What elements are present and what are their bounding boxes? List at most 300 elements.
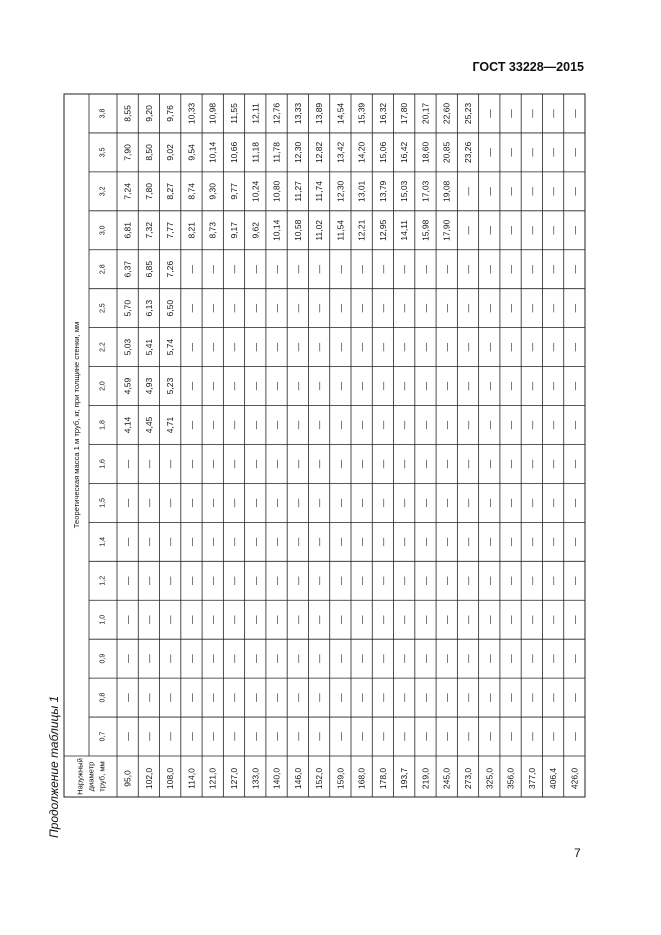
mass-cell: 10,14 <box>207 141 218 164</box>
diameter-cell: 193,7 <box>399 767 410 790</box>
mass-cell: 23,26 <box>463 141 473 164</box>
mass-cell: 12,11 <box>250 103 261 124</box>
mass-cell: — <box>186 732 197 741</box>
mass-cell: — <box>526 459 537 469</box>
mass-cell: 8,74 <box>186 183 197 200</box>
diameter-header-line: Наружный <box>75 758 85 795</box>
mass-cell: — <box>314 264 325 274</box>
mass-cell: — <box>377 264 388 274</box>
mass-cell: 12,95 <box>377 219 388 241</box>
mass-cell: — <box>463 187 473 196</box>
mass-cell: — <box>207 459 218 469</box>
mass-cell: — <box>356 576 367 586</box>
document-id: ГОСТ 33228—2015 <box>472 60 584 74</box>
mass-cell: 5,41 <box>143 338 154 356</box>
mass-cell: 11,27 <box>292 181 303 202</box>
mass-cell: — <box>399 654 410 663</box>
mass-cell: — <box>377 693 388 702</box>
mass-cell: — <box>569 576 580 586</box>
mass-cell: — <box>441 732 452 741</box>
mass-cell: 15,98 <box>420 219 431 241</box>
mass-cell: — <box>526 498 537 508</box>
mass-cell: — <box>484 654 495 663</box>
mass-cell: — <box>505 693 516 702</box>
mass-cell: — <box>356 303 367 313</box>
mass-cell: — <box>250 498 261 508</box>
mass-cell: — <box>186 537 197 547</box>
mass-cell: 9,02 <box>165 144 176 161</box>
mass-cell: — <box>441 264 452 274</box>
diameter-cell: 406,4 <box>548 767 559 790</box>
mass-cell: — <box>356 381 367 391</box>
mass-cell: 9,62 <box>250 222 261 239</box>
diameter-cell: 219,0 <box>420 767 431 790</box>
mass-cell: — <box>399 693 410 702</box>
mass-cell: 4,45 <box>143 416 154 434</box>
page-number: 7 <box>574 846 581 860</box>
mass-cell: — <box>314 732 325 741</box>
mass-cell: — <box>526 693 537 702</box>
mass-cell: — <box>165 654 176 663</box>
mass-cell: — <box>399 537 410 547</box>
mass-cell: — <box>271 342 282 352</box>
mass-cell: — <box>335 537 346 547</box>
mass-cell: — <box>399 615 410 624</box>
mass-cell: 10,58 <box>292 219 303 241</box>
mass-cell: 7,26 <box>165 260 176 278</box>
mass-cell: — <box>441 537 452 547</box>
mass-cell: — <box>165 693 176 702</box>
mass-cell: — <box>505 732 516 741</box>
mass-cell: 11,78 <box>271 142 282 163</box>
mass-cell: — <box>377 654 388 663</box>
mass-cell: — <box>463 498 473 508</box>
thickness-header: 2,8 <box>99 264 107 275</box>
mass-cell: — <box>377 732 388 741</box>
table-frame <box>64 94 585 797</box>
mass-cell: — <box>484 732 495 741</box>
mass-cell: 9,17 <box>229 222 239 239</box>
mass-cell: — <box>484 148 495 157</box>
mass-cell: — <box>484 498 495 508</box>
mass-cell: 22,60 <box>441 102 452 125</box>
mass-cell: 7,90 <box>122 144 133 161</box>
mass-cell: 17,90 <box>441 219 452 241</box>
mass-cell: — <box>186 303 197 313</box>
diameter-cell: 159,0 <box>335 767 346 790</box>
mass-cell: — <box>186 654 197 663</box>
diameter-cell: 146,0 <box>292 767 303 790</box>
diameter-header-line: диаметр <box>86 761 96 792</box>
mass-cell: — <box>569 342 580 352</box>
mass-cell: — <box>292 693 303 702</box>
mass-cell: 25,23 <box>463 102 473 125</box>
mass-cell: — <box>356 732 367 741</box>
table-continuation-caption: Продолжение таблицы 1 <box>47 695 61 838</box>
mass-cell: — <box>399 420 410 430</box>
mass-cell: — <box>250 732 261 741</box>
mass-cell: — <box>484 342 495 352</box>
mass-cell: 13,89 <box>314 102 325 125</box>
thickness-header: 1,0 <box>99 614 107 625</box>
mass-cell: — <box>335 615 346 624</box>
mass-cell: — <box>250 615 261 624</box>
mass-cell: — <box>441 303 452 313</box>
mass-cell: — <box>271 576 282 586</box>
mass-cell: — <box>463 381 473 391</box>
mass-cell: — <box>207 654 218 663</box>
mass-cell: — <box>356 654 367 663</box>
mass-cell: — <box>420 420 431 430</box>
mass-cell: — <box>548 459 559 469</box>
mass-cell: 15,39 <box>356 102 367 125</box>
mass-cell: — <box>569 654 580 663</box>
mass-cell: — <box>122 576 133 586</box>
mass-cell: — <box>143 654 154 663</box>
mass-cell: — <box>271 498 282 508</box>
mass-cell: 10,33 <box>186 102 197 125</box>
mass-cell: — <box>165 576 176 586</box>
mass-cell: — <box>356 342 367 352</box>
mass-cell: — <box>420 459 431 469</box>
mass-cell: — <box>569 148 580 157</box>
mass-cell: 10,98 <box>207 102 218 125</box>
thickness-header: 3,0 <box>99 225 107 236</box>
thickness-header: 1,4 <box>99 536 107 547</box>
mass-cell: — <box>250 381 261 391</box>
mass-cell: 9,30 <box>207 183 218 200</box>
diameter-cell: 152,0 <box>314 767 325 790</box>
mass-cell: — <box>484 459 495 469</box>
mass-cell: — <box>207 498 218 508</box>
mass-cell: — <box>505 576 516 586</box>
mass-cell: — <box>526 537 537 547</box>
mass-cell: 20,85 <box>441 141 452 164</box>
mass-cell: — <box>122 732 133 741</box>
mass-cell: — <box>314 459 325 469</box>
mass-cell: 12,21 <box>356 219 367 241</box>
mass-cell: — <box>271 654 282 663</box>
mass-cell: — <box>186 381 197 391</box>
thickness-header: 1,5 <box>99 498 107 508</box>
mass-cell: — <box>484 615 495 624</box>
mass-cell: — <box>420 693 431 702</box>
mass-cell: — <box>250 654 261 663</box>
mass-cell: 17,80 <box>399 102 410 125</box>
mass-cell: 12,82 <box>314 141 325 164</box>
diameter-cell: 178,0 <box>377 767 388 790</box>
mass-cell: — <box>335 732 346 741</box>
mass-cell: 5,23 <box>165 377 176 395</box>
mass-cell: — <box>441 420 452 430</box>
mass-cell: 16,32 <box>377 102 388 125</box>
mass-cell: — <box>569 693 580 702</box>
mass-cell: — <box>569 732 580 741</box>
mass-cell: — <box>548 654 559 663</box>
mass-cell: 10,80 <box>271 180 282 202</box>
thickness-header: 3,5 <box>99 147 107 158</box>
mass-cell: — <box>505 615 516 624</box>
mass-cell: — <box>463 420 473 430</box>
mass-cell: — <box>526 303 537 313</box>
mass-cell: — <box>463 264 473 274</box>
mass-cell: — <box>526 109 537 118</box>
mass-cell: — <box>314 342 325 352</box>
mass-cell: — <box>505 459 516 469</box>
mass-cell: — <box>229 615 239 624</box>
diameter-cell: 102,0 <box>143 767 154 790</box>
thickness-header: 2,2 <box>99 342 107 352</box>
mass-cell: — <box>250 576 261 586</box>
mass-cell: — <box>377 459 388 469</box>
mass-cell: — <box>484 693 495 702</box>
mass-cell: — <box>463 342 473 352</box>
mass-cell: — <box>420 264 431 274</box>
mass-header: Теоретическая масса 1 м труб, кг, при толщине стенки, мм <box>72 321 81 529</box>
mass-cell: — <box>356 420 367 430</box>
mass-cell: — <box>143 498 154 508</box>
mass-cell: — <box>229 342 239 352</box>
mass-cell: — <box>250 459 261 469</box>
mass-cell: — <box>122 693 133 702</box>
mass-cell: — <box>271 459 282 469</box>
mass-cell: — <box>420 342 431 352</box>
mass-cell: — <box>186 615 197 624</box>
mass-cell: — <box>250 342 261 352</box>
mass-cell: — <box>526 420 537 430</box>
diameter-cell: 377,0 <box>526 767 537 790</box>
mass-cell: 11,55 <box>229 103 239 124</box>
mass-cell: — <box>463 537 473 547</box>
mass-cell: 11,54 <box>335 219 346 241</box>
mass-cell: — <box>484 187 495 196</box>
mass-cell: — <box>186 264 197 274</box>
mass-cell: 7,24 <box>122 183 133 200</box>
mass-cell: — <box>143 693 154 702</box>
mass-cell: 16,42 <box>399 141 410 164</box>
mass-cell: — <box>229 576 239 586</box>
mass-cell: — <box>505 654 516 663</box>
thickness-header: 2,0 <box>99 381 107 391</box>
mass-cell: — <box>505 537 516 547</box>
mass-cell: — <box>314 615 325 624</box>
mass-cell: 13,33 <box>292 102 303 125</box>
mass-cell: 9,54 <box>186 144 197 161</box>
diameter-cell: 426,0 <box>569 767 580 790</box>
thickness-header: 0,7 <box>99 731 107 742</box>
mass-cell: — <box>292 342 303 352</box>
mass-cell: 8,50 <box>143 144 154 161</box>
thickness-header: 1,6 <box>99 459 107 469</box>
mass-cell: — <box>335 459 346 469</box>
mass-cell: — <box>505 342 516 352</box>
mass-cell: — <box>229 420 239 430</box>
mass-cell: — <box>335 420 346 430</box>
mass-cell: — <box>335 264 346 274</box>
mass-cell: — <box>250 537 261 547</box>
mass-cell: — <box>271 537 282 547</box>
mass-cell: — <box>207 732 218 741</box>
mass-cell: — <box>505 303 516 313</box>
mass-cell: — <box>569 187 580 196</box>
mass-cell: — <box>292 732 303 741</box>
mass-cell: — <box>569 226 580 235</box>
mass-cell: — <box>441 615 452 624</box>
mass-cell: — <box>484 303 495 313</box>
mass-cell: — <box>335 303 346 313</box>
mass-cell: — <box>207 693 218 702</box>
thickness-header: 1,2 <box>99 575 107 586</box>
mass-cell: — <box>526 342 537 352</box>
mass-cell: — <box>250 693 261 702</box>
mass-cell: — <box>271 381 282 391</box>
mass-cell: 9,77 <box>229 183 239 200</box>
mass-cell: — <box>548 576 559 586</box>
mass-cell: — <box>548 615 559 624</box>
mass-cell: — <box>356 693 367 702</box>
mass-cell: 10,14 <box>271 219 282 241</box>
mass-cell: — <box>229 654 239 663</box>
diameter-cell: 245,0 <box>441 767 452 790</box>
mass-cell: — <box>463 576 473 586</box>
mass-cell: — <box>186 576 197 586</box>
mass-cell: — <box>292 381 303 391</box>
diameter-header-line: труб, мм <box>97 761 107 792</box>
mass-cell: — <box>186 420 197 430</box>
mass-cell: — <box>314 498 325 508</box>
mass-cell: 17,03 <box>420 180 431 202</box>
mass-cell: — <box>399 264 410 274</box>
mass-cell: — <box>292 615 303 624</box>
mass-cell: — <box>505 148 516 157</box>
mass-cell: — <box>484 109 495 118</box>
mass-cell: — <box>526 381 537 391</box>
mass-cell: — <box>505 498 516 508</box>
mass-cell: 11,02 <box>314 219 325 241</box>
diameter-cell: 356,0 <box>505 767 516 790</box>
mass-cell: 14,54 <box>335 102 346 125</box>
mass-cell: — <box>271 264 282 274</box>
mass-cell: — <box>314 537 325 547</box>
mass-cell: — <box>420 537 431 547</box>
mass-cell: — <box>548 537 559 547</box>
mass-cell: — <box>377 303 388 313</box>
mass-cell: — <box>377 615 388 624</box>
mass-cell: — <box>463 615 473 624</box>
thickness-header: 0,8 <box>99 692 107 703</box>
mass-cell: 6,85 <box>143 260 154 278</box>
diameter-cell: 127,0 <box>229 767 239 790</box>
mass-cell: — <box>207 342 218 352</box>
mass-cell: — <box>526 264 537 274</box>
mass-cell: — <box>548 693 559 702</box>
mass-cell: 5,74 <box>165 338 176 356</box>
mass-cell: — <box>569 498 580 508</box>
mass-cell: — <box>548 732 559 741</box>
mass-cell: — <box>569 109 580 118</box>
thickness-header: 3,8 <box>99 108 107 119</box>
mass-cell: — <box>399 303 410 313</box>
mass-cell: 6,81 <box>122 222 133 239</box>
mass-cell: — <box>569 420 580 430</box>
mass-cell: — <box>292 420 303 430</box>
mass-cell: — <box>548 187 559 196</box>
mass-cell: 9,20 <box>143 105 154 122</box>
mass-cell: — <box>207 537 218 547</box>
mass-cell: 13,42 <box>335 141 346 164</box>
mass-cell: — <box>463 459 473 469</box>
mass-cell: — <box>122 498 133 508</box>
mass-cell: 4,14 <box>122 416 133 434</box>
mass-cell: — <box>314 381 325 391</box>
mass-cell: — <box>186 459 197 469</box>
mass-cell: 15,03 <box>399 180 410 202</box>
mass-cell: — <box>292 459 303 469</box>
mass-cell: — <box>335 342 346 352</box>
mass-cell: 8,55 <box>122 105 133 122</box>
mass-cell: — <box>207 303 218 313</box>
mass-cell: — <box>356 615 367 624</box>
mass-cell: — <box>441 459 452 469</box>
mass-cell: — <box>569 537 580 547</box>
mass-cell: — <box>335 381 346 391</box>
mass-cell: — <box>165 459 176 469</box>
mass-cell: — <box>143 732 154 741</box>
mass-cell: 9,76 <box>165 105 176 122</box>
mass-cell: — <box>420 732 431 741</box>
mass-cell: 4,93 <box>143 377 154 395</box>
mass-cell: 8,73 <box>207 222 218 239</box>
mass-cell: 15,06 <box>377 141 388 164</box>
mass-cell: 14,20 <box>356 141 367 164</box>
mass-cell: — <box>399 498 410 508</box>
mass-cell: — <box>548 148 559 157</box>
mass-cell: 6,37 <box>122 260 133 278</box>
mass-cell: — <box>356 264 367 274</box>
mass-cell: — <box>441 576 452 586</box>
diameter-cell: 121,0 <box>207 767 218 790</box>
mass-cell: — <box>420 654 431 663</box>
mass-cell: — <box>463 654 473 663</box>
mass-cell: — <box>548 420 559 430</box>
mass-cell: — <box>526 576 537 586</box>
mass-cell: — <box>420 498 431 508</box>
mass-cell: — <box>229 693 239 702</box>
mass-cell: — <box>505 381 516 391</box>
mass-cell: — <box>292 498 303 508</box>
mass-cell: — <box>165 615 176 624</box>
mass-cell: — <box>548 498 559 508</box>
mass-cell: — <box>548 303 559 313</box>
mass-cell: — <box>377 342 388 352</box>
mass-cell: — <box>484 226 495 235</box>
mass-cell: — <box>420 576 431 586</box>
thickness-header: 3,2 <box>99 186 107 197</box>
mass-cell: — <box>505 226 516 235</box>
mass-cell: — <box>505 264 516 274</box>
mass-cell: — <box>292 264 303 274</box>
mass-cell: 4,71 <box>165 416 176 434</box>
mass-cell: — <box>165 498 176 508</box>
mass-cell: — <box>314 303 325 313</box>
mass-cell: — <box>186 342 197 352</box>
mass-cell: — <box>420 615 431 624</box>
mass-cell: 10,24 <box>250 180 261 202</box>
mass-cell: — <box>377 420 388 430</box>
mass-cell: — <box>505 187 516 196</box>
mass-cell: — <box>271 615 282 624</box>
mass-cell: — <box>441 654 452 663</box>
